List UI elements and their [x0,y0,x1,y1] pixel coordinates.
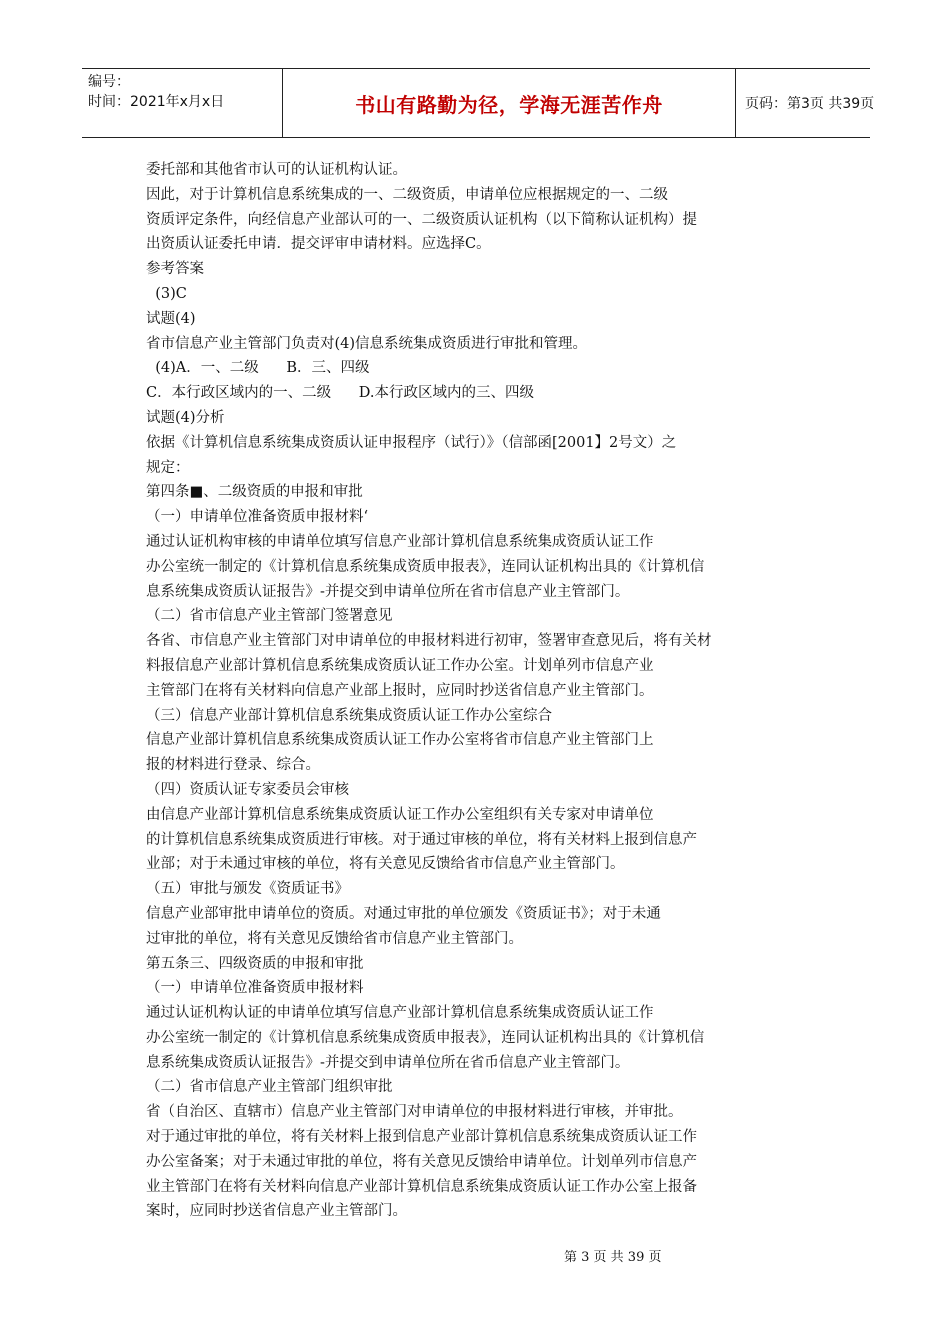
body-line: 的计算机信息系统集成资质进行审核。对于通过审核的单位，将有关材料上报到信息产 [146,831,697,848]
body-line: 依据《计算机信息系统集成资质认证申报程序（试行）》（信部函[2001】2号文）之 [146,434,677,451]
body-line: C．本行政区域内的一、二级 D.本行政区域内的三、四级 [146,385,534,402]
body-line: （三）信息产业部计算机信息系统集成资质认证工作办公室综合 [146,707,552,724]
body-line: 参考答案 [146,261,204,278]
body-line: （二）省市信息产业主管部门签署意见 [146,608,393,625]
body-line: 因此，对于计算机信息系统集成的一、二级资质，申请单位应根据规定的一、二级 [146,186,668,203]
body-line: (3)C [146,285,187,302]
body-line: 由信息产业部计算机信息系统集成资质认证工作办公室组织有关专家对申请单位 [146,806,654,823]
body-line: 息系统集成资质认证报告》-并提交到申请单位所在省市信息产业主管部门。 [146,583,630,600]
body-line: 出资质认证委托申请．提交评审申请材料。应选择C。 [146,236,491,253]
body-line: 通过认证机构审核的申请单位填写信息产业部计算机信息系统集成资质认证工作 [146,533,654,550]
body-line: 息系统集成资质认证报告》-并提交到申请单位所在省币信息产业主管部门。 [146,1054,630,1071]
body-line: 案时，应同时抄送省信息产业主管部门。 [146,1203,407,1220]
header-page-code: 页码：第3页 共39页 [745,96,875,112]
body-line: 省市信息产业主管部门负责对(4)信息系统集成资质进行审批和管理。 [146,335,588,352]
body-line: 第五条三、四级资质的申报和审批 [146,955,364,972]
body-line: 委托部和其他省市认可的认证机构认证。 [146,162,407,178]
body-line: 第四条■、二级资质的申报和审批 [146,484,363,501]
body-line: （一）申请单位准备资质申报材料‘ [146,509,369,526]
body-line: （四）资质认证专家委员会审核 [146,781,349,798]
header-motto: 书山有路勤为径，学海无涯苦作舟 [355,92,663,117]
body-line: 主管部门在将有关材料向信息产业部上报时，应同时抄送省信息产业主管部门。 [146,682,654,699]
header-motto-cell [282,69,736,137]
body-line: 资质评定条件，向经信息产业部认可的一、二级资质认证机构（以下简称认证机构）提 [146,211,697,228]
header-page-cell [735,69,875,137]
body-line: 信息产业部计算机信息系统集成资质认证工作办公室将省市信息产业主管部门上 [146,732,654,749]
body-line: 规定： [146,459,190,476]
document-time-label: 时间：2021年x月x日 [88,94,225,110]
body-line: 对于通过审批的单位，将有关材料上报到信息产业部计算机信息系统集成资质认证工作 [146,1129,697,1146]
body-line: （一）申请单位准备资质申报材料 [146,980,364,997]
body-line: 办公室备案；对于未通过审批的单位，将有关意见反馈给申请单位。计划单列市信息产 [146,1153,697,1170]
body-line: 通过认证机构认证的申请单位填写信息产业部计算机信息系统集成资质认证工作 [146,1005,654,1022]
body-line: 料报信息产业部计算机信息系统集成资质认证工作办公室。计划单列市信息产业 [146,657,654,674]
body-line: 试题(4) [146,310,196,327]
body-line: 办公室统一制定的《计算机信息系统集成资质申报表》，连同认证机构出具的《计算机信 [146,1029,705,1046]
body-line: （五）审批与颁发《资质证书》 [146,881,349,898]
document-number-label: 编号： [88,74,130,90]
document-body [146,158,816,1224]
body-line: （二）省市信息产业主管部门组织审批 [146,1079,393,1096]
body-line: 各省、市信息产业主管部门对申请单位的申报材料进行初审，签署审查意见后，将有关材 [146,633,712,650]
body-line: 业主管部门在将有关材料向信息产业部计算机信息系统集成资质认证工作办公室上报备 [146,1178,697,1195]
body-line: 报的材料进行登录、综合。 [146,757,320,774]
page-footer: 第 3 页 共 39 页 [564,1250,662,1265]
body-line: 试题(4)分析 [146,409,225,426]
body-line: 信息产业部审批申请单位的资质。对通过审批的单位颁发《资质证书》；对于未通 [146,905,661,922]
body-line: 省（自治区、直辖市）信息产业主管部门对申请单位的申报材料进行审核，并审批。 [146,1104,683,1121]
body-line: 业部；对于未通过审核的单位，将有关意见反馈给省市信息产业主管部门。 [146,856,625,873]
body-line: (4)A．一、二级 B．三、四级 [146,360,370,377]
body-line: 办公室统一制定的《计算机信息系统集成资质申报表》，连同认证机构出具的《计算机信 [146,558,705,575]
header-meta [82,69,282,137]
body-line: 过审批的单位，将有关意见反馈给省市信息产业主管部门。 [146,930,523,947]
page-header [82,68,875,138]
